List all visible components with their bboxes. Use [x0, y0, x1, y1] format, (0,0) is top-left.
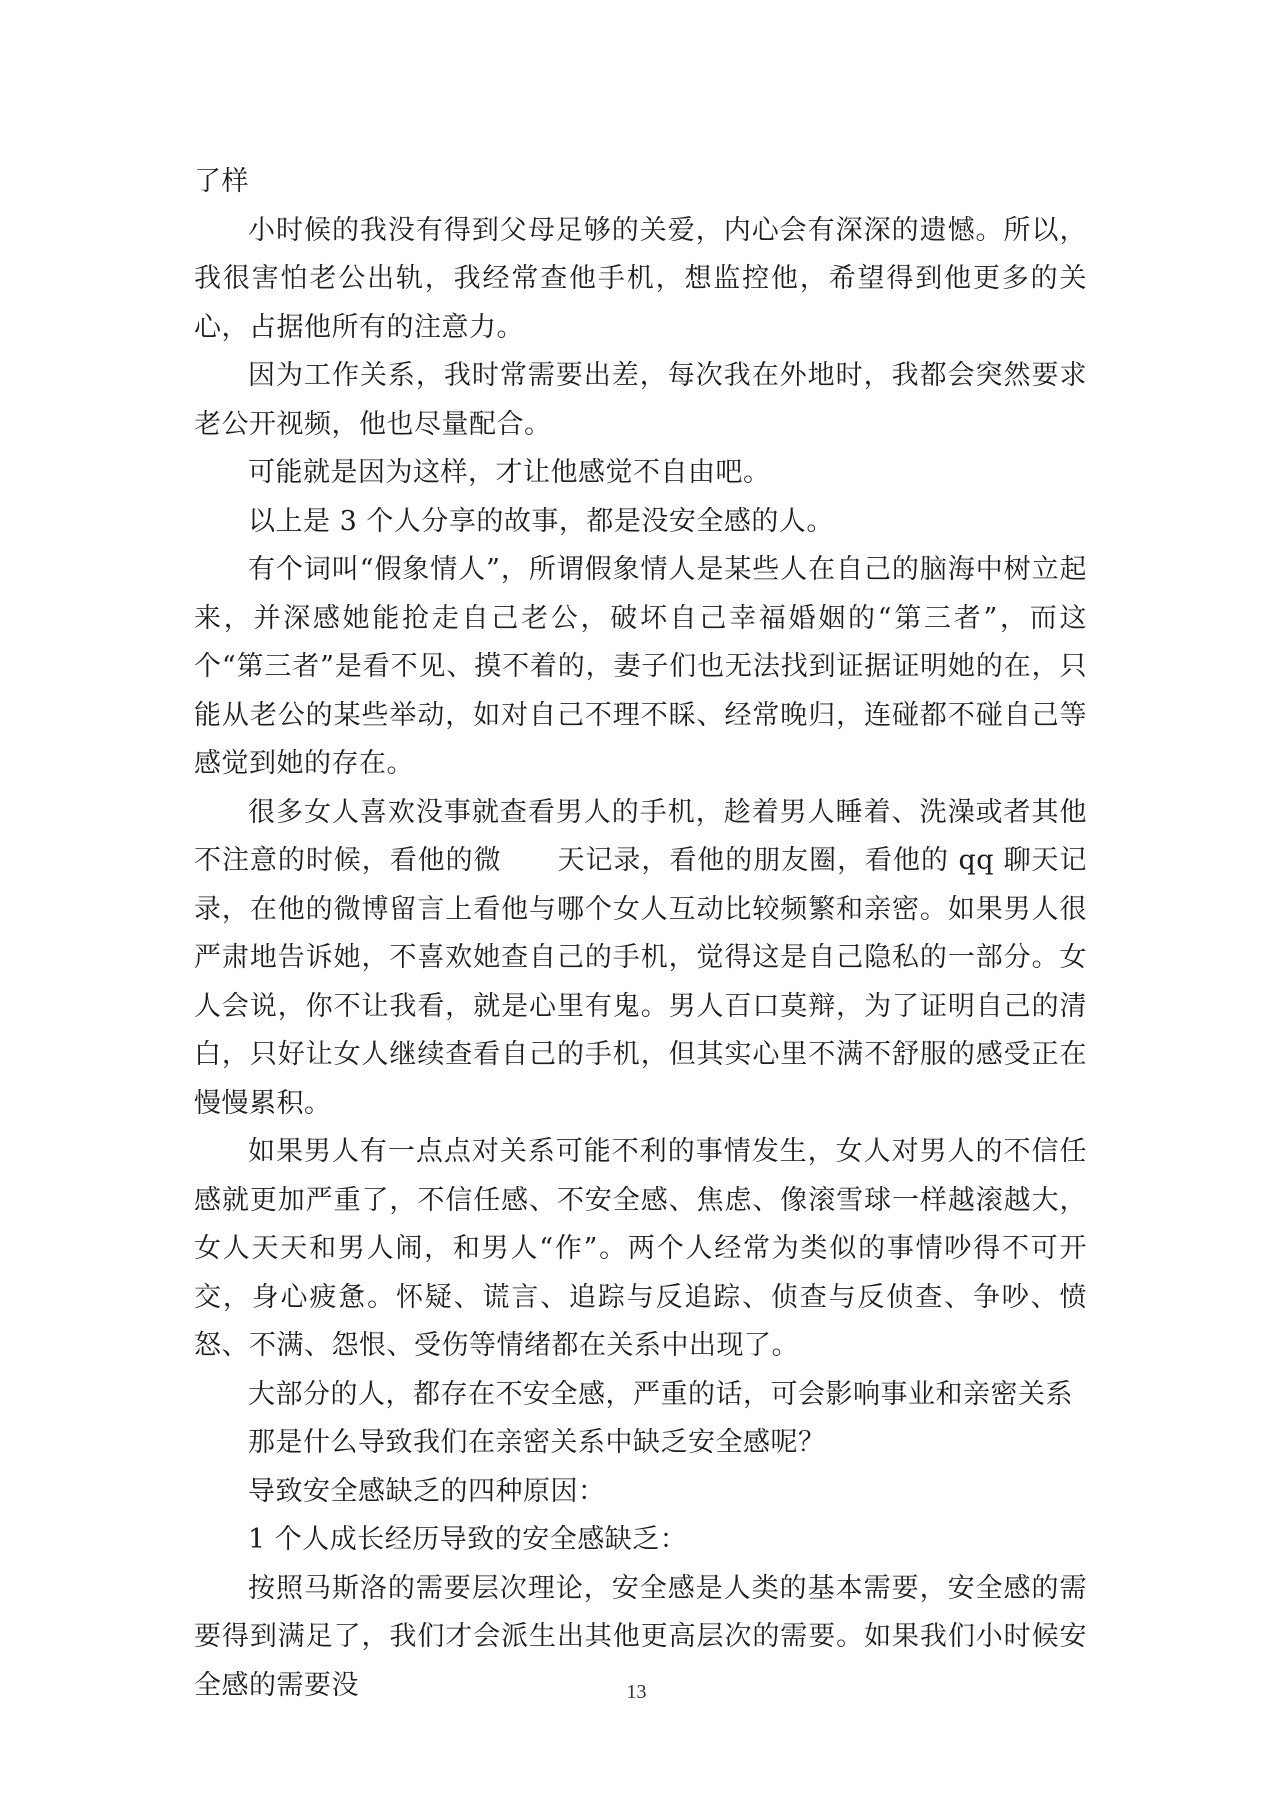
paragraph: 有个词叫“假象情人”，所谓假象情人是某些人在自己的脑海中树立起来，并深感她能抢走自己老公，破坏自己幸福婚姻的“第三者”，而这个“第三者”是看不见、摸不着的，妻子们也无法找到证据证明她的在，只能从老公的某些举动，如对自己不理不睬、经常晚归，连碰都不碰自己等感觉到她的存在。 — [194, 554, 1087, 779]
paragraph: 导致安全感缺乏的四种原因： — [248, 1475, 606, 1507]
paragraph: 按照马斯洛的需要层次理论，安全感是人类的基本需要，安全感的需要得到满足了，我们才会派生出其他更高层次的需要。如果我们小时候安全感的需要没 — [194, 1572, 1087, 1701]
paragraph: 很多女人喜欢没事就查看男人的手机，趁着男人睡着、洗澡或者其他不注意的时候，看他的微 天记录，看他的朋友圈，看他的 qq 聊天记录，在他的微博留言上看他与哪个女人互动比较频繁和亲密。如果男人很严肃地告诉她，不喜欢她查自己的手机，觉得这是自己隐私的一部分。女人会说，你不让我看，就是心里有鬼。男人百口莫辩，为了证明自己的清白，只好让女人继续查看自己的手机，但其实心里不满不舒服的感受正在慢慢累积。 — [194, 796, 1087, 1119]
body-text — [194, 158, 1087, 1710]
paragraph: 以上是 3 个人分享的故事，都是没安全感的人。 — [248, 505, 834, 537]
paragraph: 小时候的我没有得到父母足够的关爱，内心会有深深的遗憾。所以，我很害怕老公出轨，我经常查他手机，想监控他，希望得到他更多的关心，占据他所有的注意力。 — [194, 214, 1087, 343]
paragraph: 大部分的人，都存在不安全感，严重的话，可会影响事业和亲密关系 — [248, 1378, 1073, 1410]
paragraph: 可能就是因为这样，才让他感觉不自由吧。 — [248, 457, 771, 488]
page-number: 13 — [626, 1681, 647, 1703]
paragraph: 因为工作关系，我时常需要出差，每次我在外地时，我都会突然要求老公开视频，他也尽量配合。 — [194, 360, 1087, 440]
paragraph: 了样 — [194, 166, 249, 197]
paragraph: 那是什么导致我们在亲密关系中缺乏安全感呢？ — [248, 1427, 826, 1458]
paragraph: 如果男人有一点点对关系可能不利的事情发生，女人对男人的不信任感就更加严重了，不信任感、不安全感、焦虑、像滚雪球一样越滚越大，女人天天和男人闹，和男人“作”。两个人经常为类似的事情吵得不可开交，身心疲惫。怀疑、谎言、追踪与反追踪、侦查与反侦查、争吵、愤怒、不满、怨恨、受伤等情绪都在关系中出现了。 — [194, 1136, 1087, 1361]
paragraph: 1 个人成长经历导致的安全感缺乏： — [248, 1524, 688, 1555]
